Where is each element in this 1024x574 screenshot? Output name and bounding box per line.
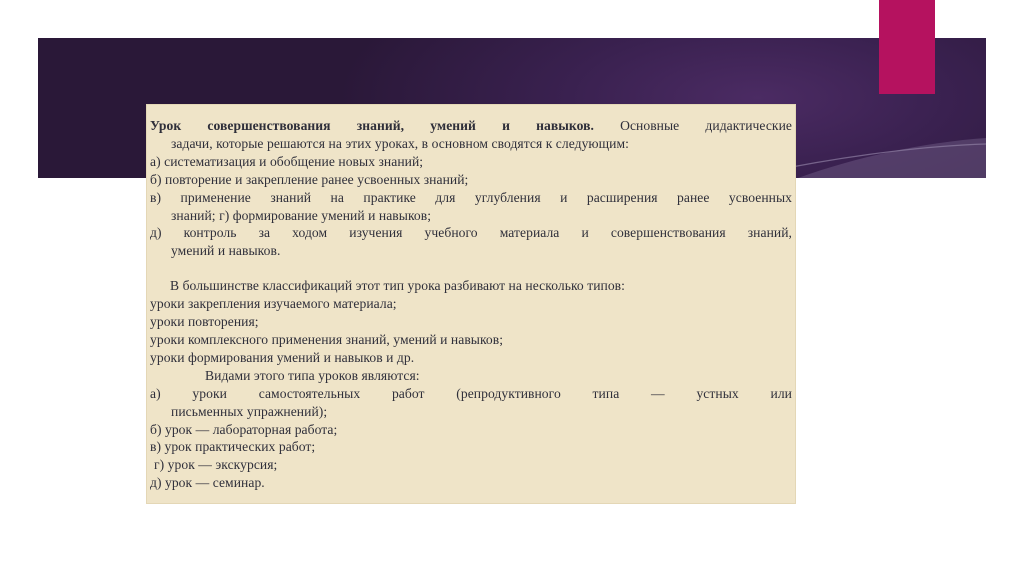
text-line: г) урок — экскурсия; xyxy=(154,457,278,473)
text-line: б) урок — лабораторная работа; xyxy=(150,421,338,437)
text-line: д) урок — семинар. xyxy=(150,475,265,491)
accent-tab xyxy=(879,0,935,94)
text-line: д) контроль за ходом изучения учебного материала и совершенствования знаний, xyxy=(150,225,792,241)
text-line: уроки закрепления изучаемого материала; xyxy=(150,296,397,312)
text-line: задачи, которые решаются на этих уроках, в основном сводятся к следующим: xyxy=(171,135,629,151)
text-line: а) уроки самостоятельных работ (репродуктивного типа — устных или xyxy=(150,385,792,401)
text-line: а) систематизация и обобщение новых знаний; xyxy=(150,153,424,169)
text-line: В большинстве классификаций этот тип урока разбивают на несколько типов: xyxy=(170,278,625,294)
text-line: б) повторение и закрепление ранее усвоенных знаний; xyxy=(150,171,469,187)
text-line: уроки формирования умений и навыков и др. xyxy=(150,349,415,365)
scanned-text-image xyxy=(146,104,796,504)
title-bold: Урок совершенствования знаний, умений и навыков. xyxy=(150,118,594,133)
text-line: знаний; г) формирование умений и навыков; xyxy=(171,207,432,223)
text-line: Видами этого типа уроков являются: xyxy=(205,367,420,383)
text-line: умений и навыков. xyxy=(171,243,281,259)
text-line xyxy=(150,117,792,135)
text-line: уроки повторения; xyxy=(150,314,259,330)
text-line: в) применение знаний на практике для углубления и расширения ранее усвоенных xyxy=(150,189,792,205)
text-line: письменных упражнений); xyxy=(171,403,328,419)
text-line: уроки комплексного применения знаний, умений и навыков; xyxy=(150,331,504,347)
text-line: в) урок практических работ; xyxy=(150,439,316,455)
title-rest: Основные дидактические xyxy=(593,118,792,133)
